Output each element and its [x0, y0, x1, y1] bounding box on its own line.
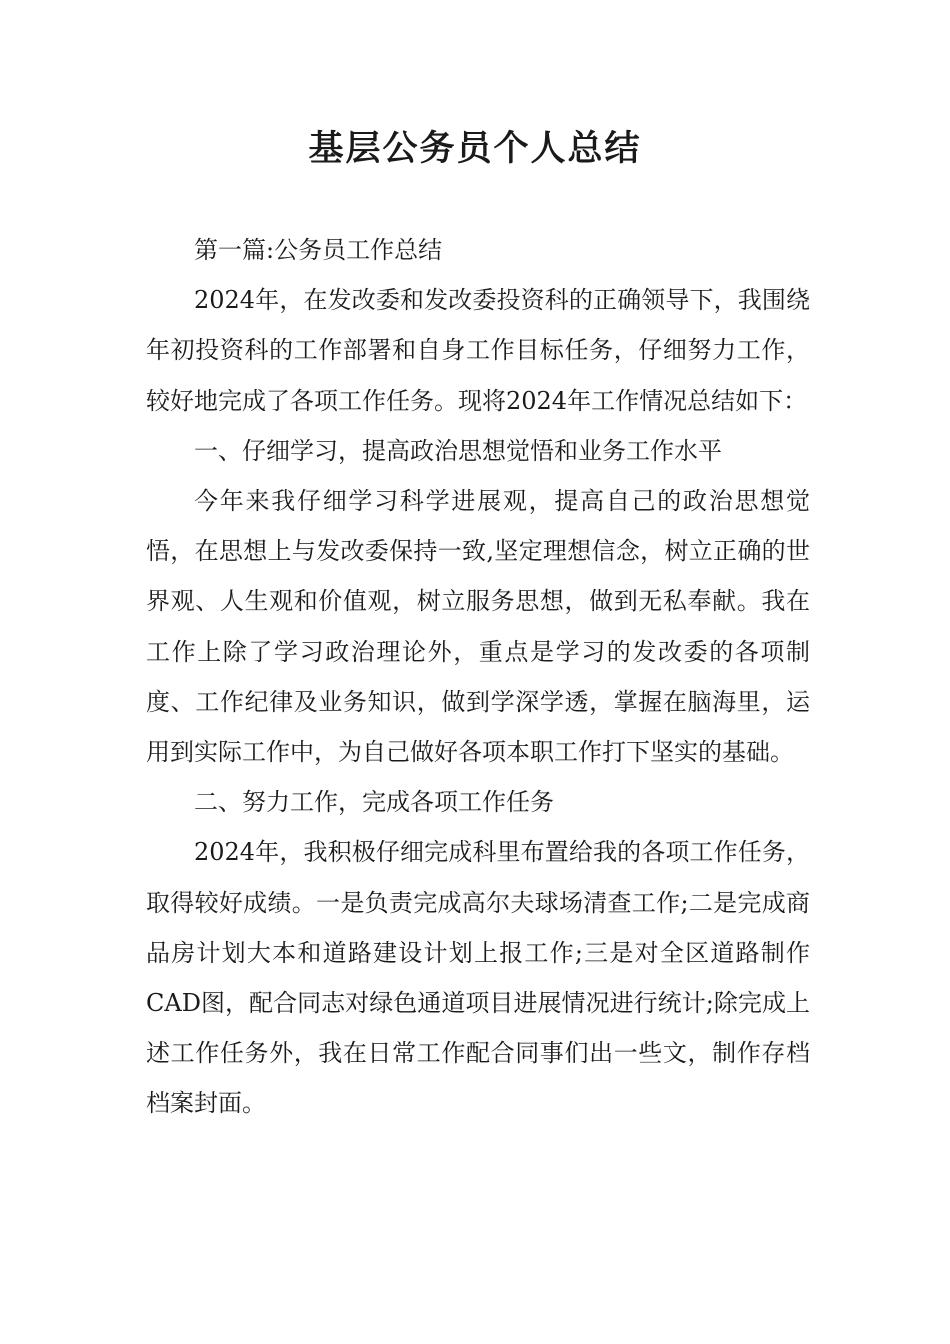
section-heading-study: 一、仔细学习，提高政治思想觉悟和业务工作水平 — [194, 436, 722, 465]
section-heading-work: 二、努力工作，完成各项工作任务 — [194, 788, 554, 817]
section-heading-part-one: 第一篇:公务员工作总结 — [194, 236, 443, 264]
document-body — [146, 225, 810, 1129]
study-paragraph: 今年来我仔细学习科学进展观，提高自己的政治思想觉悟，在思想上与发改委保持一致,坚定理想信念，树立正确的世界观、人生观和价值观，树立服务思想，做到无私奉献。我在工作上除了学习政治理论外，重点是学习的发改委的各项制度、工作纪律及业务知识，做到学深学透，掌握在脑海里，运用到实际工作中，为自己做好各项本职工作打下坚实的基础。 — [146, 487, 810, 767]
document-title: 基层公务员个人总结 — [308, 129, 642, 169]
intro-paragraph: 2024年，在发改委和发改委投资科的正确领导下，我围绕年初投资科的工作部署和自身工作目标任务，仔细努力工作，较好地完成了各项工作任务。现将2024年工作情况总结如下： — [146, 286, 810, 415]
work-paragraph: 2024年，我积极仔细完成科里布置给我的各项工作任务，取得较好成绩。一是负责完成高尔夫球场清查工作;二是完成商品房计划大本和道路建设计划上报工作;三是对全区道路制作CAD图，配合同志对绿色通道项目进展情况进行统计;除完成上述工作任务外，我在日常工作配合同事们出一些文，制作存档档案封面。 — [146, 838, 810, 1118]
